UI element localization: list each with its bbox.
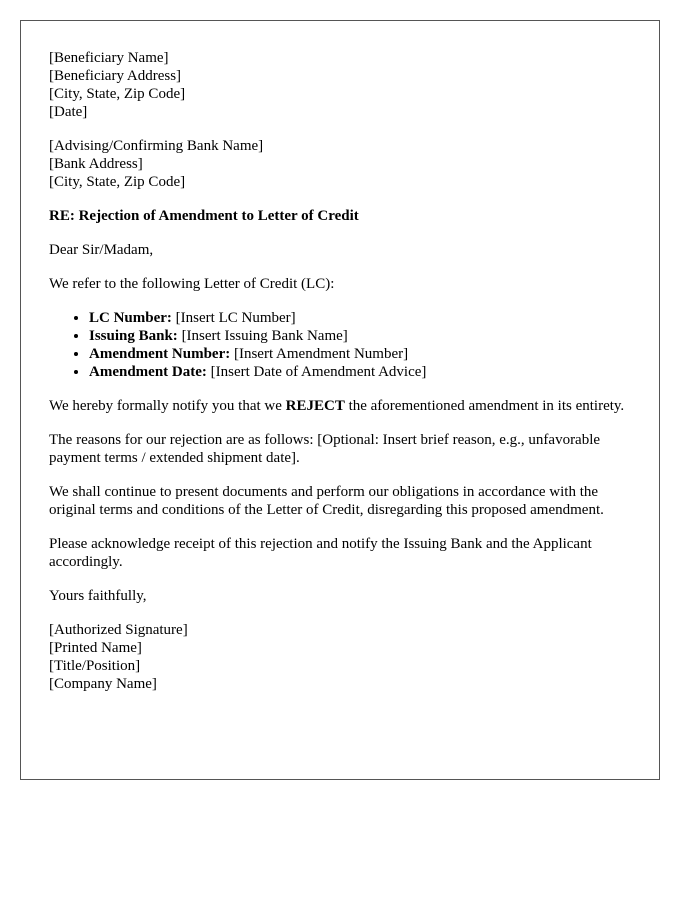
beneficiary-address: [Beneficiary Address] xyxy=(49,68,182,84)
intro-paragraph: We refer to the following Letter of Credit (LC): xyxy=(49,276,335,292)
list-item xyxy=(89,309,631,327)
title-position: [Title/Position] xyxy=(49,658,141,674)
amendment-date-label: Amendment Date: xyxy=(89,364,207,380)
continuation-paragraph: We shall continue to present documents and perform our obligations in accordance with the original terms and conditions of the Letter of Credit, disregarding this proposed amendment. xyxy=(49,484,604,518)
amendment-date-value: [Insert Date of Amendment Advice] xyxy=(206,364,427,380)
subject-line: RE: Rejection of Amendment to Letter of Credit xyxy=(49,208,359,224)
amendment-number-label: Amendment Number: xyxy=(89,346,231,362)
letter-page xyxy=(20,20,660,780)
company-name: [Company Name] xyxy=(49,676,157,692)
issuing-bank-label: Issuing Bank: xyxy=(89,328,178,344)
reject-emphasis: REJECT xyxy=(285,398,345,414)
bank-address: [Bank Address] xyxy=(49,156,143,172)
list-item xyxy=(89,327,631,345)
salutation: Dear Sir/Madam, xyxy=(49,242,154,258)
notify-text-after: the aforementioned amendment in its entirety. xyxy=(344,398,625,414)
beneficiary-city-state-zip: [City, State, Zip Code] xyxy=(49,86,186,102)
authorized-signature: [Authorized Signature] xyxy=(49,622,188,638)
sender-block xyxy=(49,49,631,121)
closing: Yours faithfully, xyxy=(49,588,147,604)
acknowledge-paragraph: Please acknowledge receipt of this rejection and notify the Issuing Bank and the Applicant accordingly. xyxy=(49,536,592,570)
printed-name: [Printed Name] xyxy=(49,640,142,656)
bank-city-state-zip: [City, State, Zip Code] xyxy=(49,174,186,190)
lc-number-value: [Insert LC Number] xyxy=(171,310,296,326)
bank-name: [Advising/Confirming Bank Name] xyxy=(49,138,264,154)
list-item xyxy=(89,345,631,363)
amendment-number-value: [Insert Amendment Number] xyxy=(230,346,409,362)
signature-block xyxy=(49,621,631,693)
issuing-bank-value: [Insert Issuing Bank Name] xyxy=(177,328,348,344)
notify-text-before: We hereby formally notify you that we xyxy=(49,398,286,414)
recipient-block xyxy=(49,137,631,191)
letter-date: [Date] xyxy=(49,104,88,120)
list-item xyxy=(89,363,631,381)
reasons-paragraph: The reasons for our rejection are as follows: [Optional: Insert brief reason, e.g., unfavorable payment terms / extended shipment date]. xyxy=(49,432,601,466)
lc-number-label: LC Number: xyxy=(89,310,172,326)
beneficiary-name: [Beneficiary Name] xyxy=(49,50,169,66)
lc-details-list xyxy=(49,309,631,381)
notify-paragraph xyxy=(49,397,631,415)
